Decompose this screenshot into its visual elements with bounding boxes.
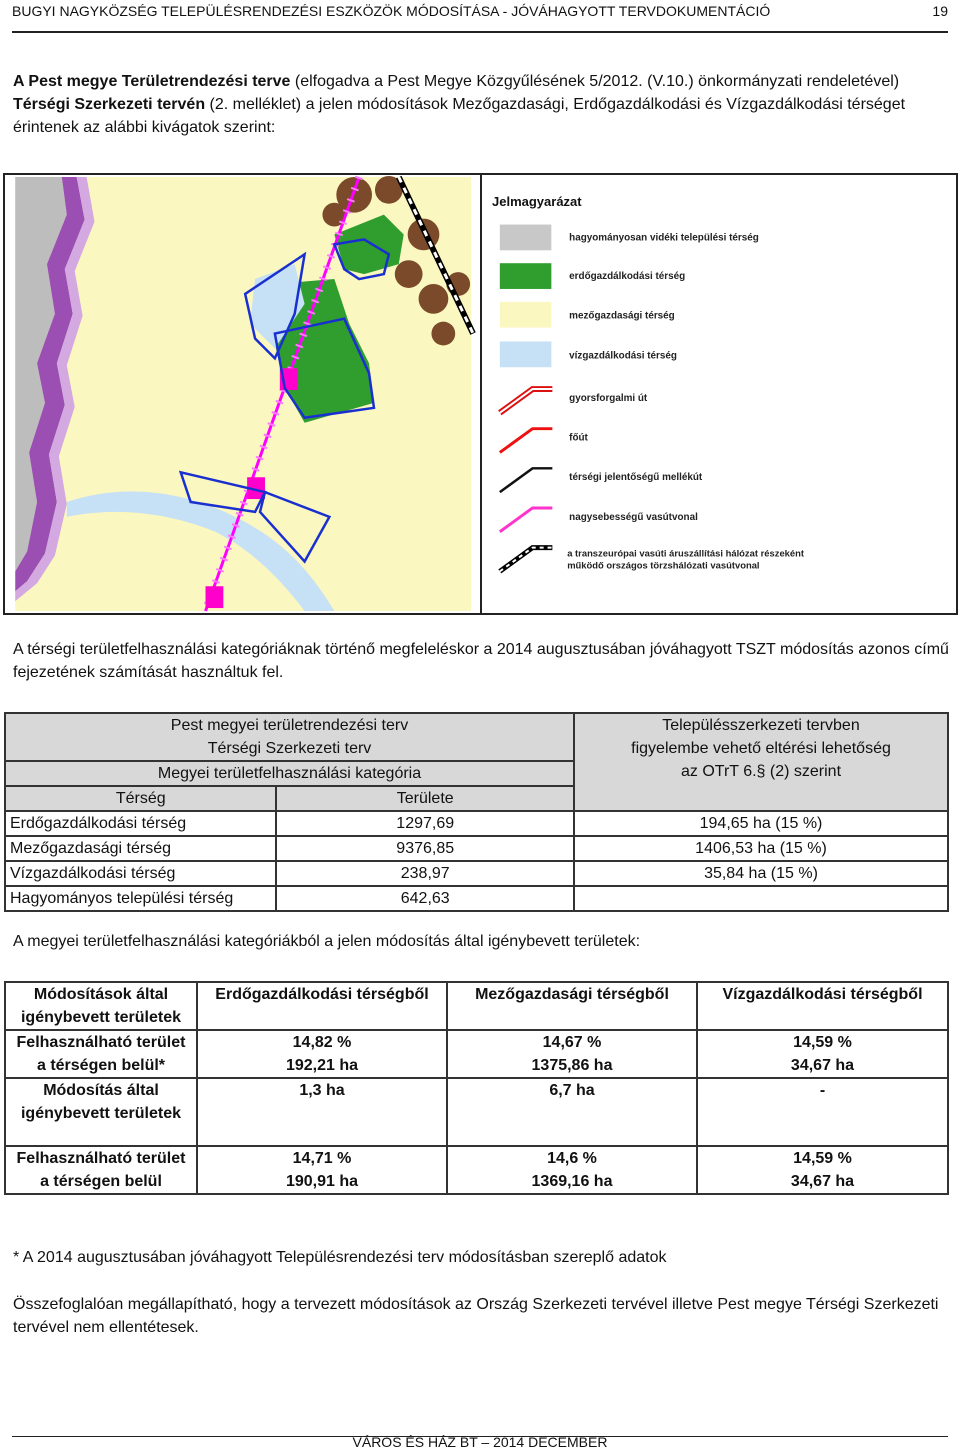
t2-value: 1369,16 ha — [531, 1173, 613, 1190]
page-footer: VÁROS ÉS HÁZ BT – 2014 DECEMBER — [352, 1434, 608, 1450]
t2-cell — [697, 1146, 948, 1194]
legend-title: Jelmagyarázat — [492, 194, 582, 209]
intro-bold-3: Térségi Szerkezeti tervén — [13, 96, 206, 113]
regional-plan-map — [3, 173, 958, 615]
t1-cell-terulete: 9376,85 — [276, 836, 574, 861]
t2-row-label: Felhasználható terület a térségen belül — [5, 1146, 197, 1194]
t2-head-0: Módosítások által igénybevett területek — [5, 982, 197, 1030]
t2-cell: 6,7 ha — [447, 1078, 697, 1146]
t2-cell: 1,3 ha — [197, 1078, 447, 1146]
header-title: BUGYI NAGYKÖZSÉG TELEPÜLÉSRENDEZÉSI ESZKÖZÖK MÓDOSÍTÁSA - JÓVÁHAGYOTT TERVDOKUMENTÁCIÓ — [12, 3, 771, 19]
table-row — [5, 1078, 948, 1146]
t1-head-right-line2: figyelembe vehető eltérési lehetőség — [631, 740, 891, 757]
legend-label-4: gyorsforgalmi út — [569, 392, 648, 404]
t2-cell — [697, 1030, 948, 1078]
t1-cell-terseg: Vízgazdálkodási térség — [5, 861, 276, 886]
t1-cell-elteres: 1406,53 ha (15 %) — [574, 836, 948, 861]
legend-swatches — [500, 225, 553, 572]
t1-cell-terseg: Mezőgazdasági térség — [5, 836, 276, 861]
t2-row-label: Módosítás által igénybevett területek — [5, 1078, 197, 1146]
t2-value: 190,91 ha — [285, 1173, 359, 1190]
table-row — [5, 811, 948, 836]
table-row — [5, 1030, 948, 1078]
t1-head-left — [5, 713, 574, 761]
t2-cell — [447, 1030, 697, 1078]
footnote: * A 2014 augusztusában jóváhagyott Településrendezési terv módosításban szereplő adatok — [13, 1249, 667, 1266]
t2-value: 14,59 % — [793, 1034, 852, 1051]
t2-value: 192,21 ha — [285, 1057, 359, 1074]
t2-head-3: Vízgazdálkodási térségből — [697, 982, 948, 1030]
t1-cell-terseg: Hagyományos települési térség — [5, 886, 276, 911]
t2-value: 14,67 % — [542, 1034, 602, 1051]
intro-paragraph — [13, 70, 953, 139]
t2-value: 34,67 ha — [790, 1173, 855, 1190]
t1-cell-terseg: Erdőgazdálkodási térség — [5, 811, 276, 836]
t1-head-right-line1: Településszerkezeti tervben — [662, 717, 860, 734]
t2-cell — [197, 1030, 447, 1078]
land-use-table — [4, 712, 949, 912]
t1-head-left-line2: Térségi Szerkezeti terv — [207, 740, 372, 757]
t1-cell-elteres — [574, 886, 948, 911]
t1-cell-terulete: 1297,69 — [276, 811, 574, 836]
t2-head-2: Mezőgazdasági térségből — [447, 982, 697, 1030]
page-header — [12, 3, 948, 19]
t2-value: 14,71 % — [292, 1150, 352, 1167]
t1-head-left-line1: Pest megyei területrendezési terv — [170, 717, 409, 734]
t1-head-category: Megyei területfelhasználási kategória — [5, 761, 574, 786]
legend-label-5: főút — [569, 432, 588, 444]
t2-cell — [197, 1146, 447, 1194]
t1-cell-terulete: 642,63 — [276, 886, 574, 911]
map-area — [15, 176, 473, 611]
header-divider — [12, 31, 948, 33]
t1-cell-elteres: 35,84 ha (15 %) — [574, 861, 948, 886]
legend-label-2: mezőgazdasági térség — [569, 310, 675, 322]
table-row — [5, 836, 948, 861]
t1-head-right — [574, 713, 948, 811]
t2-cell — [447, 1146, 697, 1194]
t2-row-label: Felhasználható terület a térségen belül* — [5, 1030, 197, 1078]
t1-head-right-line3: az OTrT 6.§ (2) szerint — [680, 763, 842, 780]
table-row — [5, 1146, 948, 1194]
legend-label-0: hagyományosan vidéki települési térség — [569, 232, 759, 244]
paragraph-2: A megyei területfelhasználási kategóriákból a jelen módosítás által igénybevett területek: — [13, 933, 641, 950]
t2-value: 1375,86 ha — [531, 1057, 613, 1074]
page-number: 19 — [932, 3, 948, 19]
conclusion: Összefoglalóan megállapítható, hogy a tervezett módosítások az Ország Szerkezeti tervével illetve Pest megye Térségi Szerkezeti tervével nem ellentétesek. — [13, 1296, 939, 1336]
intro-text-4: (2. melléklet) a jelen módosítások Mezőgazdasági, Erdőgazdálkodási és Vízgazdálkodási térséget érintenek az alábbi kivágatok szerint: — [13, 96, 906, 136]
legend-label-8: a transzeurópai vasúti áruszállítási hálózat részeként működő országos törzshálózati vasútvonal — [567, 547, 805, 571]
usage-table — [4, 981, 949, 1195]
t2-value: 14,6 % — [547, 1150, 597, 1167]
t1-col-terseg: Térség — [5, 786, 276, 811]
legend-label-3: vízgazdálkodási térség — [569, 350, 677, 362]
t2-cell: - — [697, 1078, 948, 1146]
t1-cell-elteres: 194,65 ha (15 %) — [574, 811, 948, 836]
t1-cell-terulete: 238,97 — [276, 861, 574, 886]
legend-label-1: erdőgazdálkodási térség — [569, 271, 686, 283]
intro-text-2: (elfogadva a Pest Megye Közgyűlésének 5/2012. (V.10.) önkormányzati rendeletével) — [290, 73, 900, 90]
t2-value: 14,82 % — [292, 1034, 352, 1051]
paragraph-1: A térségi területfelhasználási kategóriáknak történő megfeleléskor a 2014 augusztusában jóváhagyott TSZT módosítás azonos című fejezetének számítását használtuk fel. — [13, 641, 949, 681]
intro-bold-1: A Pest megye Területrendezési terve — [13, 73, 291, 90]
t2-head-1: Erdőgazdálkodási térségből — [197, 982, 447, 1030]
legend-label-7: nagysebességű vasútvonal — [569, 511, 698, 523]
table-row — [5, 861, 948, 886]
legend-label-6: térségi jelentőségű mellékút — [569, 472, 703, 484]
t2-value: 14,59 % — [793, 1150, 852, 1167]
table-row — [5, 886, 948, 911]
t1-col-terulete: Területe — [276, 786, 574, 811]
t2-value: 34,67 ha — [790, 1057, 855, 1074]
